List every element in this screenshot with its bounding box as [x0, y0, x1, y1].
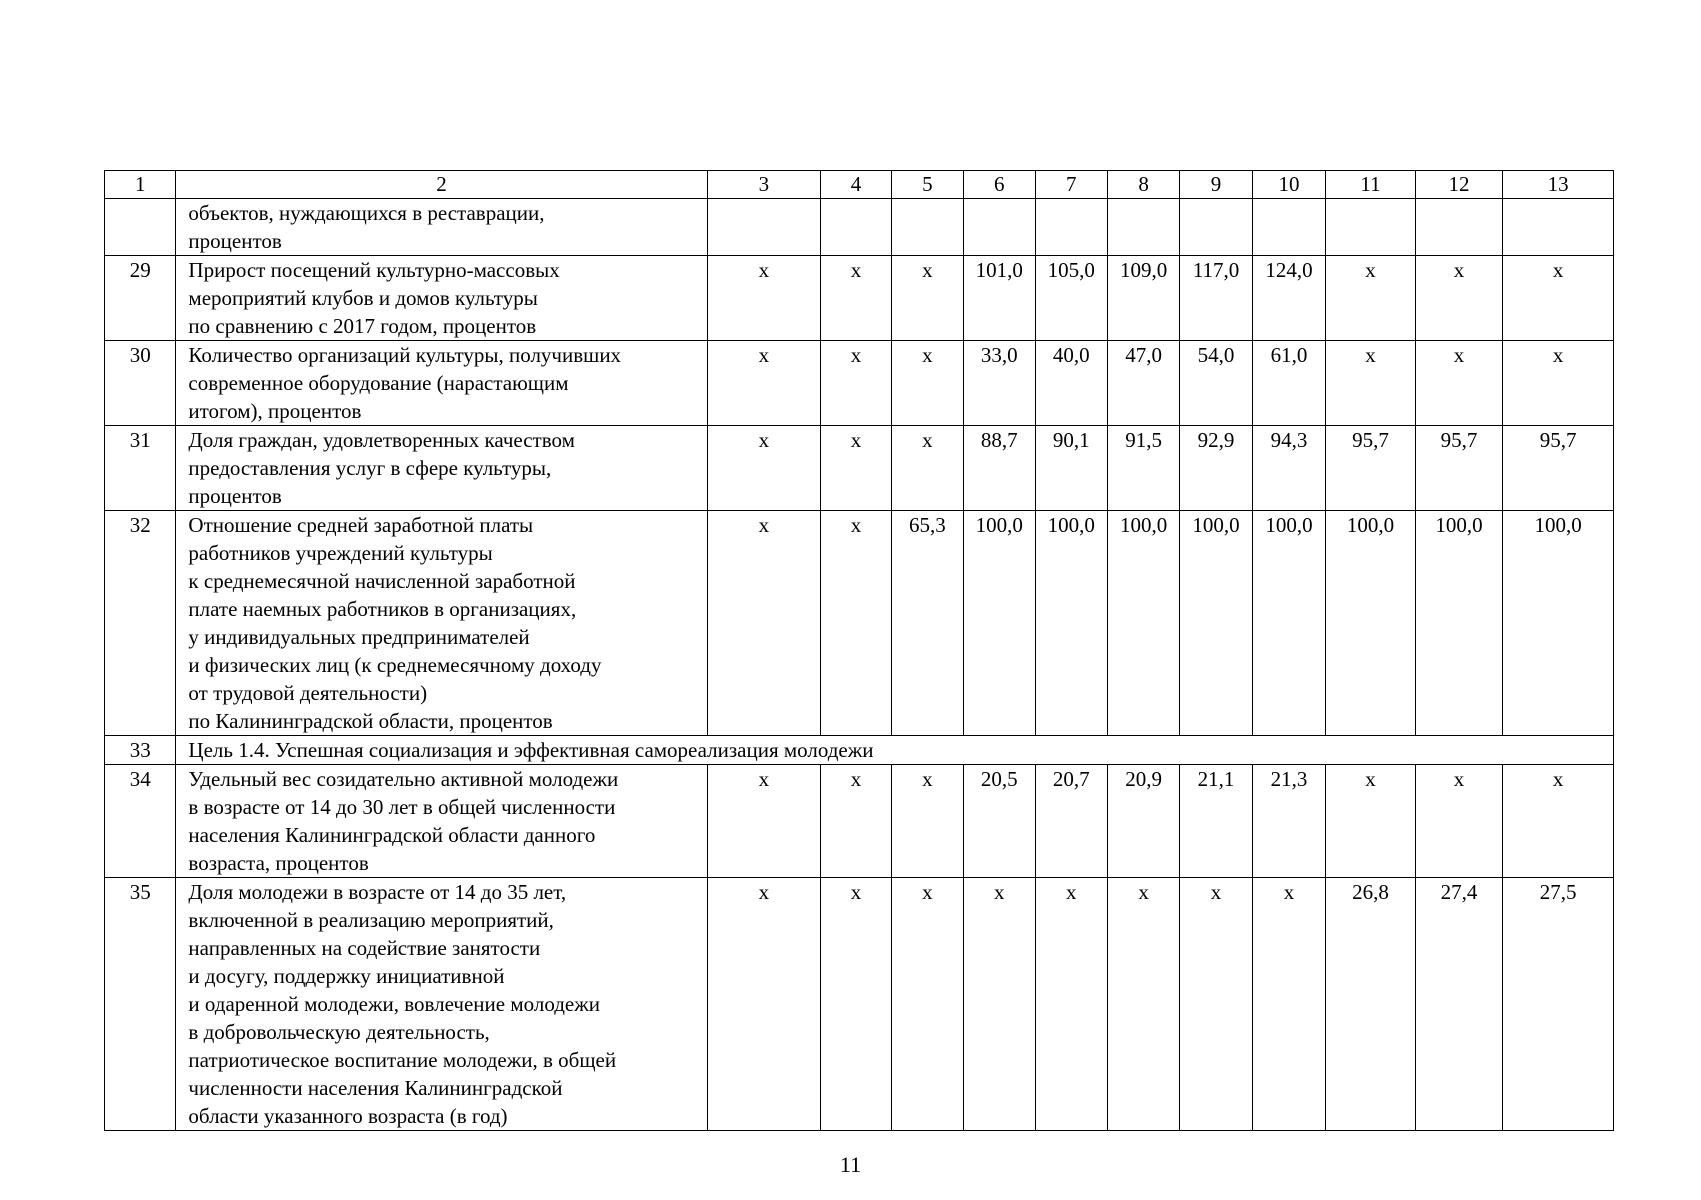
table-row	[105, 736, 1614, 765]
value-cell: 100,0	[1180, 511, 1252, 736]
value-cell: x	[1503, 341, 1614, 426]
value-cell: 40,0	[1035, 341, 1107, 426]
goal-heading: Цель 1.4. Успешная социализация и эффективная самореализация молодежи	[176, 736, 1614, 765]
value-cell: 117,0	[1180, 256, 1252, 341]
indicator-name: Количество организаций культуры, получивших современное оборудование (нарастающим итогом), процентов	[176, 341, 707, 426]
indicator-name: объектов, нуждающихся в реставрации, процентов	[176, 199, 707, 256]
header-cell: 1	[105, 171, 176, 199]
row-number	[105, 199, 176, 256]
value-cell: 100,0	[1415, 511, 1503, 736]
value-cell: x	[707, 426, 821, 511]
value-cell: 100,0	[1252, 511, 1325, 736]
value-cell: 21,1	[1180, 765, 1252, 878]
indicator-name: Доля молодежи в возрасте от 14 до 35 лет, включенной в реализацию мероприятий, направленных на содействие занятости и досугу, поддержку инициативной и одаренной молодежи, вовлечение молодежи в добровольческую деятельность, патриотическое воспитание молодежи, в общей численности населения Калининградской области указанного возраста (в год)	[176, 878, 707, 1131]
value-cell	[964, 199, 1035, 256]
value-cell	[1035, 199, 1107, 256]
row-number: 33	[105, 736, 176, 765]
value-cell: 100,0	[1035, 511, 1107, 736]
indicator-name: Отношение средней заработной платы работников учреждений культуры к среднемесячной начисленной заработной плате наемных работников в организациях, у индивидуальных предпринимателей и физических лиц (к среднемесячному доходу от трудовой деятельности) по Калининградской области, процентов	[176, 511, 707, 736]
value-cell: x	[891, 341, 963, 426]
table-row	[105, 341, 1614, 426]
indicator-name: Доля граждан, удовлетворенных качеством предоставления услуг в сфере культуры, процентов	[176, 426, 707, 511]
value-cell: 92,9	[1180, 426, 1252, 511]
value-cell: x	[1107, 878, 1179, 1131]
header-cell: 7	[1035, 171, 1107, 199]
header-row	[105, 171, 1614, 199]
value-cell: 94,3	[1252, 426, 1325, 511]
table-row	[105, 878, 1614, 1131]
value-cell: x	[891, 878, 963, 1131]
header-cell: 3	[707, 171, 821, 199]
value-cell: x	[821, 878, 891, 1131]
value-cell	[891, 199, 963, 256]
value-cell: 95,7	[1503, 426, 1614, 511]
value-cell: 65,3	[891, 511, 963, 736]
value-cell	[707, 199, 821, 256]
value-cell: x	[1180, 878, 1252, 1131]
table-body	[105, 171, 1614, 1131]
value-cell: x	[707, 511, 821, 736]
value-cell: 26,8	[1326, 878, 1416, 1131]
value-cell: x	[1326, 341, 1416, 426]
value-cell: 100,0	[964, 511, 1035, 736]
table-row	[105, 199, 1614, 256]
value-cell: 100,0	[1503, 511, 1614, 736]
value-cell: 90,1	[1035, 426, 1107, 511]
header-cell: 2	[176, 171, 707, 199]
value-cell: x	[821, 765, 891, 878]
value-cell: 100,0	[1107, 511, 1179, 736]
header-cell: 11	[1326, 171, 1416, 199]
value-cell: x	[1035, 878, 1107, 1131]
value-cell: 27,5	[1503, 878, 1614, 1131]
value-cell: 95,7	[1415, 426, 1503, 511]
row-number: 31	[105, 426, 176, 511]
value-cell: 20,7	[1035, 765, 1107, 878]
value-cell: x	[821, 426, 891, 511]
value-cell: 91,5	[1107, 426, 1179, 511]
row-number: 30	[105, 341, 176, 426]
value-cell: x	[821, 511, 891, 736]
row-number: 35	[105, 878, 176, 1131]
row-number: 32	[105, 511, 176, 736]
table-row	[105, 426, 1614, 511]
header-cell: 5	[891, 171, 963, 199]
indicator-name: Прирост посещений культурно-массовых мероприятий клубов и домов культуры по сравнению с 2017 годом, процентов	[176, 256, 707, 341]
value-cell: x	[821, 341, 891, 426]
value-cell: x	[1415, 341, 1503, 426]
value-cell: x	[1415, 765, 1503, 878]
value-cell	[1326, 199, 1416, 256]
value-cell: x	[707, 341, 821, 426]
value-cell: x	[1503, 256, 1614, 341]
value-cell: 33,0	[964, 341, 1035, 426]
value-cell: 61,0	[1252, 341, 1325, 426]
header-cell: 13	[1503, 171, 1614, 199]
indicator-name: Удельный вес созидательно активной молодежи в возрасте от 14 до 30 лет в общей численности населения Калининградской области данного возраста, процентов	[176, 765, 707, 878]
value-cell	[821, 199, 891, 256]
value-cell: x	[891, 426, 963, 511]
value-cell: 101,0	[964, 256, 1035, 341]
value-cell: x	[707, 765, 821, 878]
header-cell: 12	[1415, 171, 1503, 199]
value-cell: 20,9	[1107, 765, 1179, 878]
value-cell	[1415, 199, 1503, 256]
row-number: 34	[105, 765, 176, 878]
value-cell	[1503, 199, 1614, 256]
value-cell: x	[1326, 765, 1416, 878]
value-cell: 47,0	[1107, 341, 1179, 426]
page-number: 11	[839, 1152, 862, 1177]
value-cell: x	[1415, 256, 1503, 341]
value-cell: 109,0	[1107, 256, 1179, 341]
value-cell: x	[821, 256, 891, 341]
value-cell: 54,0	[1180, 341, 1252, 426]
value-cell: 95,7	[1326, 426, 1416, 511]
header-cell: 9	[1180, 171, 1252, 199]
value-cell	[1180, 199, 1252, 256]
header-cell: 6	[964, 171, 1035, 199]
header-cell: 10	[1252, 171, 1325, 199]
value-cell: x	[707, 878, 821, 1131]
value-cell: x	[964, 878, 1035, 1131]
value-cell: x	[891, 765, 963, 878]
header-cell: 4	[821, 171, 891, 199]
value-cell: 27,4	[1415, 878, 1503, 1131]
value-cell: x	[1252, 878, 1325, 1131]
value-cell: 20,5	[964, 765, 1035, 878]
value-cell: x	[1326, 256, 1416, 341]
table-row	[105, 256, 1614, 341]
value-cell: x	[891, 256, 963, 341]
value-cell: 100,0	[1326, 511, 1416, 736]
value-cell: x	[707, 256, 821, 341]
value-cell: x	[1503, 765, 1614, 878]
value-cell	[1252, 199, 1325, 256]
table-row	[105, 511, 1614, 736]
row-number: 29	[105, 256, 176, 341]
table-row	[105, 765, 1614, 878]
indicators-table	[104, 170, 1614, 1131]
header-cell: 8	[1107, 171, 1179, 199]
value-cell	[1107, 199, 1179, 256]
value-cell: 88,7	[964, 426, 1035, 511]
value-cell: 105,0	[1035, 256, 1107, 341]
value-cell: 21,3	[1252, 765, 1325, 878]
value-cell: 124,0	[1252, 256, 1325, 341]
